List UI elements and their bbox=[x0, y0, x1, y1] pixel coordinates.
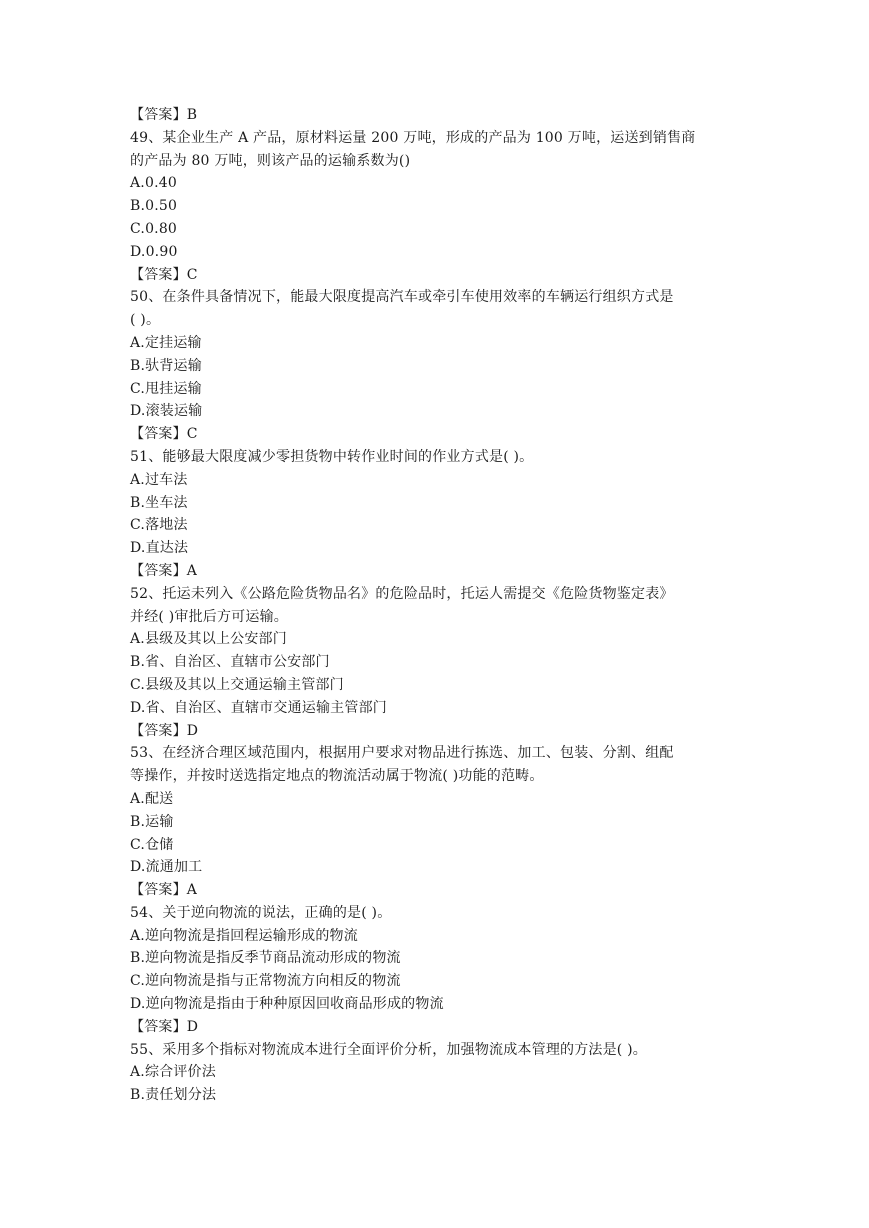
answer-line: 【答案】D bbox=[130, 1018, 199, 1035]
option-b: B.责任划分法 bbox=[130, 1087, 217, 1104]
question-50-text: 50、在条件具备情况下，能最大限度提高汽车或牵引车使用效率的车辆运行组织方式是 bbox=[130, 289, 674, 306]
answer-line: 【答案】C bbox=[130, 426, 198, 443]
option-a: A.0.40 bbox=[130, 175, 177, 192]
option-a: A.综合评价法 bbox=[130, 1064, 216, 1081]
option-d: D.滚装运输 bbox=[130, 403, 203, 420]
answer-line: 【答案】A bbox=[130, 562, 198, 579]
option-c: C.县级及其以上交通运输主管部门 bbox=[130, 676, 344, 693]
option-b: B.逆向物流是指反季节商品流动形成的物流 bbox=[130, 950, 401, 967]
option-a: A.配送 bbox=[130, 790, 174, 807]
option-b: B.省、自治区、直辖市公安部门 bbox=[130, 654, 330, 671]
option-c: C.仓储 bbox=[130, 836, 174, 853]
question-54-text: 54、关于逆向物流的说法，正确的是( )。 bbox=[130, 904, 392, 921]
question-51-text: 51、能够最大限度减少零担货物中转作业时间的作业方式是( )。 bbox=[130, 448, 534, 465]
question-52-text: 52、托运未列入《公路危险货物品名》的危险品时，托运人需提交《危险货物鉴定表》 bbox=[130, 585, 674, 602]
question-53-text: 53、在经济合理区域范围内，根据用户要求对物品进行拣选、加工、包装、分割、组配 bbox=[130, 745, 674, 762]
option-c: C.逆向物流是指与正常物流方向相反的物流 bbox=[130, 973, 401, 990]
option-c: C.0.80 bbox=[130, 220, 178, 237]
question-52-text-cont: 并经( )审批后方可运输。 bbox=[130, 608, 288, 625]
option-d: D.直达法 bbox=[130, 540, 189, 557]
answer-line: 【答案】D bbox=[130, 722, 199, 739]
option-c: C.甩挂运输 bbox=[130, 380, 202, 397]
question-49-text-cont: 的产品为 80 万吨，则该产品的运输系数为() bbox=[130, 152, 411, 169]
option-a: A.定挂运输 bbox=[130, 334, 202, 351]
option-d: D.逆向物流是指由于种种原因回收商品形成的物流 bbox=[130, 996, 444, 1013]
option-d: D.0.90 bbox=[130, 243, 178, 260]
option-a: A.过车法 bbox=[130, 471, 188, 488]
option-a: A.逆向物流是指回程运输形成的物流 bbox=[130, 927, 358, 944]
option-d: D.省、自治区、直辖市交通运输主管部门 bbox=[130, 699, 387, 716]
question-50-text-cont: ( )。 bbox=[130, 312, 161, 329]
option-a: A.县级及其以上公安部门 bbox=[130, 631, 287, 648]
option-b: B.坐车法 bbox=[130, 494, 188, 511]
answer-line: 【答案】A bbox=[130, 882, 198, 899]
option-b: B.驮背运输 bbox=[130, 357, 202, 374]
document-page bbox=[130, 104, 730, 1107]
question-49-text: 49、某企业生产 A 产品，原材料运量 200 万吨，形成的产品为 100 万吨，运送到销售商 bbox=[130, 129, 696, 146]
question-55-text: 55、采用多个指标对物流成本进行全面评价分析，加强物流成本管理的方法是( )。 bbox=[130, 1041, 647, 1058]
option-c: C.落地法 bbox=[130, 517, 188, 534]
option-d: D.流通加工 bbox=[130, 859, 203, 876]
option-b: B.0.50 bbox=[130, 198, 178, 215]
answer-line: 【答案】C bbox=[130, 266, 198, 283]
question-53-text-cont: 等操作，并按时送选指定地点的物流活动属于物流( )功能的范畴。 bbox=[130, 768, 544, 785]
option-b: B.运输 bbox=[130, 813, 174, 830]
answer-line: 【答案】B bbox=[130, 107, 198, 123]
